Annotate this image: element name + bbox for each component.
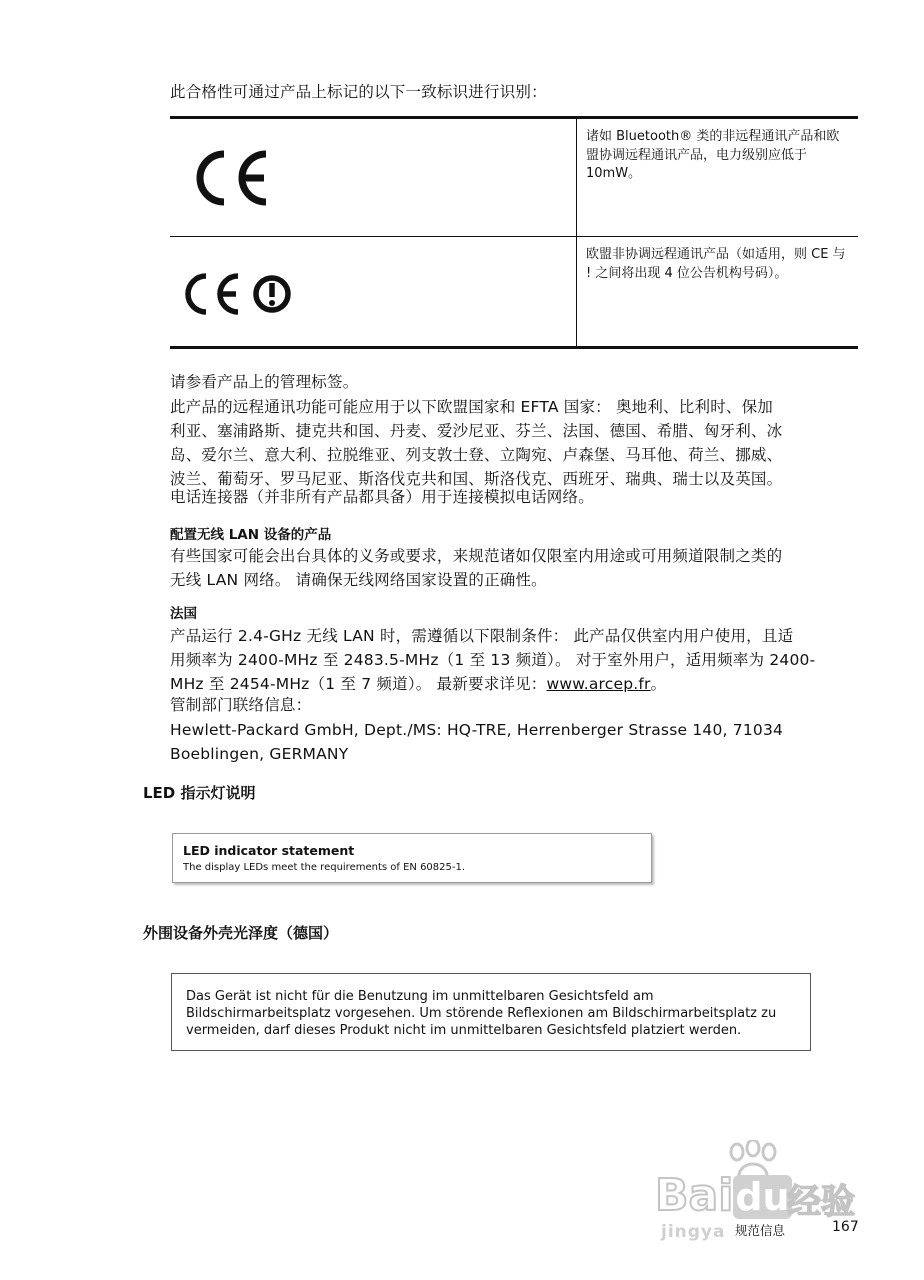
contact-address-line: Hewlett-Packard GmbH, Dept./MS: HQ-TRE, Herrenberger Strasse 140, 71034: [170, 721, 784, 739]
gloss-statement-text: [186, 988, 798, 1039]
ce-alert-mark-icon: [180, 272, 292, 316]
contact-label: 管制部门联络信息：: [170, 696, 312, 714]
table-row-2-text: 欧盟非协调远程通讯产品（如适用，则 CE 与 ! 之间将出现 4 位公告机构号码）。: [586, 247, 846, 281]
table-rule-bottom: [170, 346, 858, 349]
countries-paragraph: [170, 395, 860, 491]
france-heading: 法国: [170, 606, 197, 622]
gloss-section-heading: 外围设备外壳光泽度（德国）: [143, 924, 339, 942]
table-row-1-text: 诸如 Bluetooth® 类的非远程通讯产品和欧盟协调远程通讯产品，电力级别应低于 10mW。: [586, 129, 840, 181]
table-column-divider: [576, 119, 577, 346]
footer-section-label: 规范信息: [735, 1223, 786, 1238]
led-section-heading: LED 指示灯说明: [143, 784, 256, 802]
gloss-statement-box: [171, 973, 811, 1051]
countries-line: 岛、爱尔兰、意大利、拉脱维亚、列支敦士登、立陶宛、卢森堡、马耳他、荷兰、挪威、: [170, 446, 783, 464]
france-line-3-end: 。: [650, 675, 667, 693]
ce-mark-icon: [188, 148, 270, 208]
countries-line: 波兰、葡萄牙、罗马尼亚、斯洛伐克共和国、斯洛伐克、西班牙、瑞典、瑞士以及英国。: [170, 470, 783, 488]
france-paragraph: [170, 624, 860, 696]
led-statement-title: LED indicator statement: [183, 843, 355, 858]
contact-address: [170, 718, 870, 766]
phone-connector-text: 电话连接器（并非所有产品都具备）用于连接模拟电话网络。: [170, 488, 594, 506]
france-line: 产品运行 2.4-GHz 无线 LAN 时，需遵循以下限制条件： 此产品仅供室内用户使用，且适: [170, 627, 794, 645]
watermark-brand: Bai: [655, 1170, 734, 1221]
intro-text: 此合格性可通过产品上标记的以下一致标识进行识别：: [170, 83, 547, 101]
wlan-paragraph: [170, 544, 860, 592]
gloss-line: vermeiden, darf dieses Produkt nicht im unmittelbaren Gesichtsfeld platziert werden.: [186, 1023, 742, 1038]
watermark-url: jingya: [661, 1222, 726, 1242]
led-statement-text: The display LEDs meet the requirements of EN 60825-1.: [183, 862, 466, 873]
conformity-marks-table: [170, 116, 858, 350]
wlan-line: 无线 LAN 网络。 请确保无线网络国家设置的正确性。: [170, 571, 547, 589]
gloss-line: Das Gerät ist nicht für die Benutzung im unmittelbaren Gesichtsfeld am: [186, 989, 654, 1004]
france-line: 用频率为 2400-MHz 至 2483.5-MHz（1 至 13 频道）。 对于室外用户，适用频率为 2400-: [170, 651, 816, 669]
gloss-line: Bildschirmarbeitsplatz vorgesehen. Um störende Reflexionen am Bildschirmarbeitsplatz zu: [186, 1006, 777, 1021]
led-statement-box: [172, 833, 652, 883]
regulatory-label-text: 请参看产品上的管理标签。: [170, 373, 359, 391]
contact-address-line: Boeblingen, GERMANY: [170, 745, 349, 763]
countries-line: 此产品的远程通讯功能可能应用于以下欧盟国家和 EFTA 国家： 奥地利、比利时、保加: [170, 398, 773, 416]
arcep-link[interactable]: www.arcep.fr: [546, 675, 651, 693]
watermark-cn: 经验: [787, 1182, 855, 1222]
table-rule-middle: [170, 236, 858, 237]
wlan-heading: 配置无线 LAN 设备的产品: [170, 527, 332, 543]
page-number: 167: [832, 1219, 859, 1235]
watermark-brand-du: du: [735, 1175, 790, 1219]
wlan-line: 有些国家可能会出台具体的义务或要求，来规范诸如仅限室内用途或可用频道限制之类的: [170, 547, 783, 565]
table-rule-top: [170, 116, 858, 119]
countries-line: 利亚、塞浦路斯、捷克共和国、丹麦、爱沙尼亚、芬兰、法国、德国、希腊、匈牙利、冰: [170, 422, 783, 440]
france-line-3-text: MHz 至 2454-MHz（1 至 7 频道）。 最新要求详见：: [170, 675, 547, 693]
